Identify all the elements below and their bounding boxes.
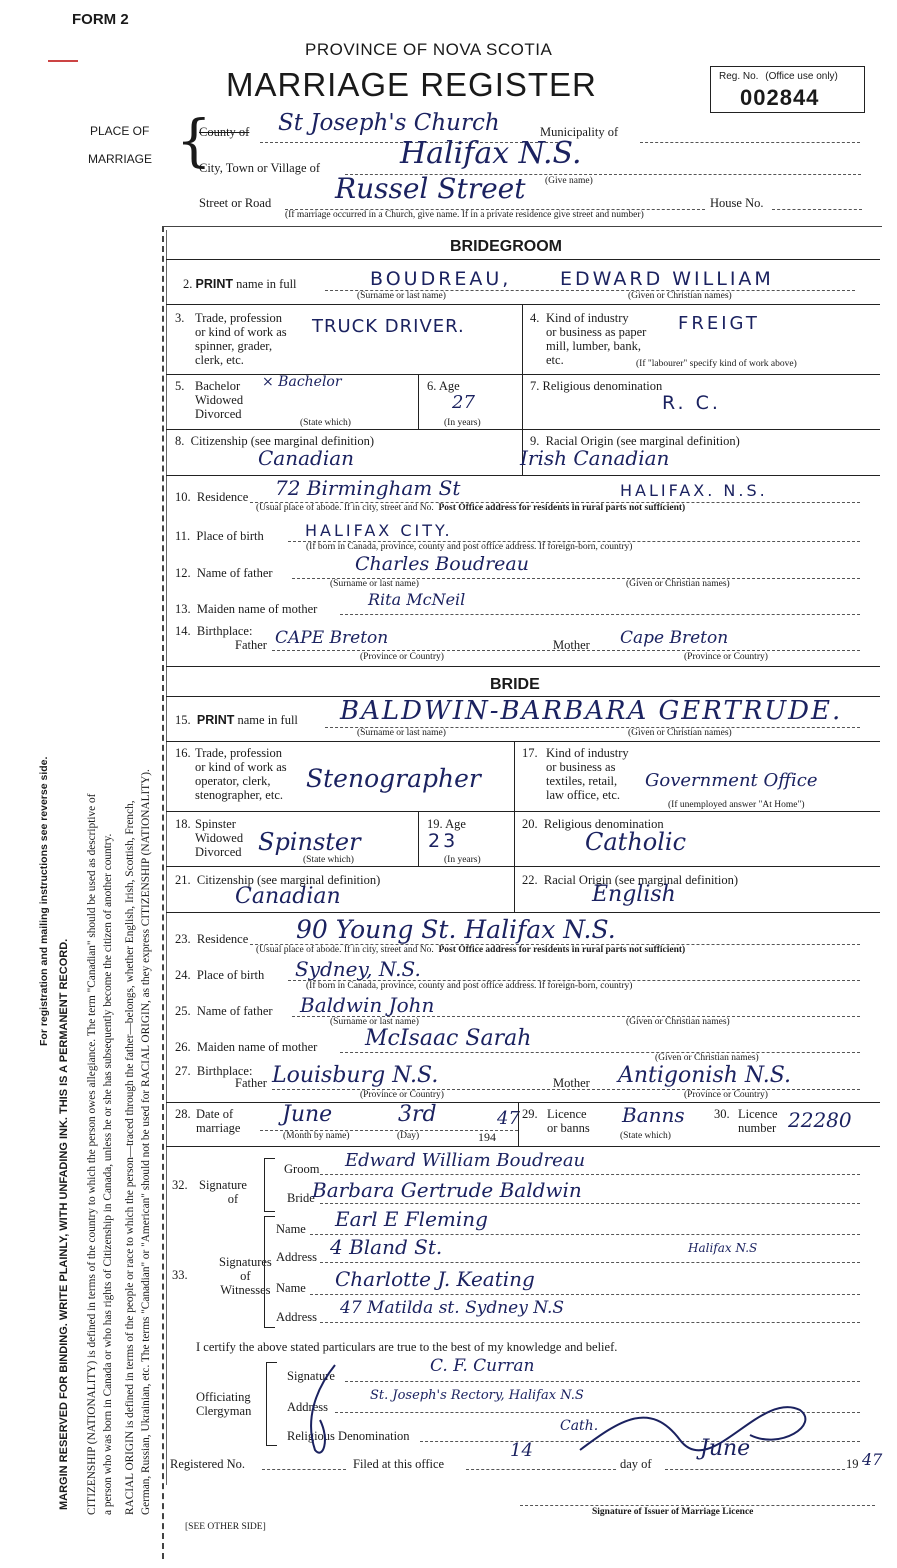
l: spinner, grader, bbox=[195, 339, 273, 353]
labourer-note: (If "labourer" specify kind of work above) bbox=[636, 359, 797, 369]
bride-age: 23 bbox=[428, 830, 459, 852]
field-6-label bbox=[427, 379, 460, 393]
t: Citizenship (see marginal definition) bbox=[196, 873, 381, 887]
t: Birthplace: bbox=[196, 1064, 253, 1078]
bride-father-given-cap: (Given or Christian names) bbox=[626, 1017, 730, 1027]
n: 7. bbox=[530, 379, 540, 393]
l: clerk, etc. bbox=[195, 353, 244, 367]
l: Trade, profession bbox=[195, 746, 283, 760]
n: 24. bbox=[175, 968, 191, 982]
l: Signatures bbox=[219, 1255, 272, 1269]
field-16-num: 16. bbox=[175, 746, 191, 760]
field-28-num: 28. bbox=[175, 1107, 191, 1121]
witness2-name-label: Name bbox=[276, 1281, 306, 1295]
field-28-label bbox=[196, 1107, 240, 1135]
religious-denomination-label: Religious Denomination bbox=[287, 1429, 410, 1443]
field-33-num: 33. bbox=[172, 1268, 188, 1282]
day-of-label: day of bbox=[620, 1457, 652, 1471]
bride-name: BALDWIN-BARBARA GERTRUDE. bbox=[340, 696, 843, 726]
field-5-num: 5. bbox=[175, 379, 185, 393]
street-label: Street or Road bbox=[199, 196, 272, 210]
t: Residence bbox=[196, 490, 249, 504]
groom-surname: BOUDREAU, bbox=[370, 268, 512, 290]
n1: (Usual place of abode. If in city, street and No. bbox=[256, 945, 434, 955]
field-18-num: 18. bbox=[175, 817, 191, 831]
field-3-label bbox=[195, 311, 287, 367]
house-no-label: House No. bbox=[710, 196, 764, 210]
filed-month: June bbox=[700, 1436, 751, 1461]
t: Maiden name of mother bbox=[196, 602, 318, 616]
mother-label: Mother bbox=[553, 638, 590, 652]
bride-mother-given-cap: (Given or Christian names) bbox=[655, 1053, 759, 1063]
marriage-day: 3rd bbox=[398, 1102, 437, 1127]
l: of bbox=[240, 1269, 251, 1283]
field-18-label bbox=[195, 817, 243, 859]
l: Clergyman bbox=[196, 1404, 252, 1418]
clergy-signature-label: Signature bbox=[287, 1369, 335, 1383]
witness1-address: 4 Bland St. bbox=[330, 1235, 443, 1259]
state-which-caption: (State which) bbox=[300, 418, 351, 428]
clergy-address-label: Address bbox=[287, 1400, 328, 1414]
field-5-label bbox=[195, 379, 243, 421]
field-19-label bbox=[427, 817, 466, 831]
t: Place of birth bbox=[196, 529, 264, 543]
place-note: (If marriage occurred in a Church, give name. If in a private residence give street and number) bbox=[285, 210, 644, 220]
bride-status: Spinster bbox=[258, 828, 361, 856]
n: 11. bbox=[175, 529, 191, 543]
reg-number-box bbox=[710, 66, 865, 113]
marriage-year-prefix: 194 bbox=[478, 1130, 496, 1144]
field-32-num: 32. bbox=[172, 1178, 188, 1192]
witness2-address: 47 Matilda st. Sydney N.S bbox=[340, 1298, 565, 1318]
bride-mother-birthplace: Antigonish N.S. bbox=[618, 1063, 792, 1088]
bride-racial-origin: English bbox=[592, 882, 676, 907]
field-10-label bbox=[175, 490, 248, 504]
n: 22. bbox=[522, 873, 538, 887]
bride-religion: Catholic bbox=[585, 828, 687, 856]
l: Kind of industry bbox=[546, 311, 629, 325]
licence-or-banns: Banns bbox=[622, 1103, 685, 1127]
groom-religion: R. C. bbox=[662, 392, 721, 414]
n: 21. bbox=[175, 873, 191, 887]
l: of bbox=[227, 1192, 239, 1206]
father-province-caption: (Province or Country) bbox=[360, 652, 444, 662]
t: Religious denomination bbox=[543, 817, 664, 831]
name-in-full-label: name in full bbox=[233, 277, 297, 291]
bride-birth-note: (If born in Canada, province, county and post office address. If foreign-born, country) bbox=[306, 981, 633, 991]
give-name-caption: (Give name) bbox=[545, 176, 593, 186]
see-other-side: [SEE OTHER SIDE] bbox=[185, 1522, 266, 1532]
city-label: City, Town or Village of bbox=[199, 161, 321, 175]
margin-line-4: a person who was born in Canada or who has rights of Citizenship in Canada, unless he or she has subsequently become the citizen of another country. bbox=[102, 833, 114, 1515]
groom-heading: BRIDEGROOM bbox=[450, 238, 562, 255]
field-25-label bbox=[175, 1004, 273, 1018]
bride-father-province-cap: (Province or Country) bbox=[360, 1090, 444, 1100]
marriage-year: 47 bbox=[497, 1108, 520, 1129]
n: 8. bbox=[175, 434, 185, 448]
field-7-label bbox=[530, 379, 662, 393]
clergy-flourish-mark bbox=[295, 1360, 355, 1460]
issuer-signature-caption: Signature of Issuer of Marriage Licence bbox=[592, 1507, 754, 1517]
l: Witnesses bbox=[220, 1283, 271, 1297]
father-given-caption: (Given or Christian names) bbox=[626, 579, 730, 589]
officiating-clergyman-label bbox=[196, 1390, 251, 1418]
reg-label: Reg. No. bbox=[719, 71, 759, 82]
marriage-month: June bbox=[282, 1102, 333, 1127]
l: law office, etc. bbox=[546, 788, 621, 802]
place-of-label: PLACE OF bbox=[90, 124, 150, 138]
field-15-label bbox=[175, 713, 298, 727]
groom-father: Charles Boudreau bbox=[355, 553, 529, 575]
n: 15. bbox=[175, 713, 191, 727]
l: Bachelor bbox=[195, 379, 241, 393]
groom-mother-birthplace: Cape Breton bbox=[620, 628, 729, 648]
l: Widowed bbox=[195, 831, 244, 845]
l: textiles, retail, bbox=[546, 774, 618, 788]
t: Citizenship (see marginal definition) bbox=[190, 434, 375, 448]
clergy-signature: C. F. Curran bbox=[430, 1356, 535, 1376]
l: Trade, profession bbox=[195, 311, 283, 325]
bride-heading: BRIDE bbox=[490, 676, 540, 693]
l: Licence bbox=[738, 1107, 778, 1121]
filed-year-prefix: 19 bbox=[846, 1457, 859, 1471]
province-heading: PROVINCE OF NOVA SCOTIA bbox=[305, 40, 553, 59]
n: 20. bbox=[522, 817, 538, 831]
field-number: 2. bbox=[183, 277, 193, 291]
groom-age: 27 bbox=[452, 392, 475, 413]
reg-office-use: (Office use only) bbox=[765, 71, 838, 82]
n: 14. bbox=[175, 624, 191, 638]
margin-line-1: For registration and mailing instructions see reverse side. bbox=[38, 756, 50, 1046]
witness1-name: Earl E Fleming bbox=[335, 1207, 488, 1231]
filed-day: 14 bbox=[510, 1440, 533, 1461]
day-caption: (Day) bbox=[397, 1131, 420, 1141]
groom-label: Groom bbox=[284, 1162, 320, 1176]
n: 12. bbox=[175, 566, 191, 580]
t: Age bbox=[438, 379, 460, 393]
l: Licence bbox=[547, 1107, 587, 1121]
witness1-city: Halifax N.S bbox=[688, 1241, 758, 1255]
marriage-label: MARRIAGE bbox=[88, 152, 153, 166]
t: Place of birth bbox=[196, 968, 265, 982]
groom-birthplace: HALIFAX CITY. bbox=[305, 521, 453, 540]
city-value: Halifax N.S. bbox=[400, 136, 582, 171]
bride-citizenship: Canadian bbox=[235, 884, 341, 909]
bride-mother-province-cap: (Province or Country) bbox=[684, 1090, 768, 1100]
field-30-num: 30. bbox=[714, 1107, 730, 1121]
sig-brace-32 bbox=[264, 1158, 275, 1212]
groom-residence: 72 Birmingham St bbox=[275, 476, 461, 500]
bride-trade: Stenographer bbox=[306, 764, 481, 793]
bride-residence: 90 Young St. Halifax N.S. bbox=[296, 915, 616, 944]
sig-brace-33 bbox=[264, 1216, 275, 1328]
bride-given-caption: (Given or Christian names) bbox=[628, 728, 732, 738]
field-32-label bbox=[199, 1178, 247, 1206]
street-value: Russel Street bbox=[335, 172, 526, 205]
field-2-label bbox=[183, 277, 297, 291]
mother-province-caption: (Province or Country) bbox=[684, 652, 768, 662]
witness2-name: Charlotte J. Keating bbox=[335, 1267, 535, 1291]
witness2-address-label: Address bbox=[276, 1310, 317, 1324]
father-surname-caption: (Surname or last name) bbox=[330, 579, 419, 589]
l: stenographer, etc. bbox=[195, 788, 284, 802]
margin-line-6: German, Russian, Ukrainian, etc. The terms "Canadian" or "American" should not be used for RACIAL ORIGIN, as they express CITIZENSHIP (NATIONALITY). bbox=[140, 769, 152, 1515]
t: Maiden name of mother bbox=[196, 1040, 318, 1054]
n: 27. bbox=[175, 1064, 191, 1078]
field-29-label bbox=[547, 1107, 590, 1135]
margin-line-3: CITIZENSHIP (NATIONALITY) is defined in terms of the country to which the person owes allegiance. The term "Canadian" should be used as descriptive of bbox=[86, 793, 98, 1515]
l: Officiating bbox=[196, 1390, 251, 1404]
l: mill, lumber, bank, bbox=[546, 339, 641, 353]
field-30-label bbox=[738, 1107, 778, 1135]
t: name in full bbox=[234, 713, 298, 727]
field-11-label bbox=[175, 529, 264, 543]
l: or banns bbox=[547, 1121, 590, 1135]
bride-father-label: Father bbox=[235, 1076, 267, 1090]
groom-father-birthplace: CAPE Breton bbox=[275, 628, 389, 648]
brace: { bbox=[176, 109, 212, 174]
n2: Post Office address for residents in rural parts not sufficient) bbox=[438, 945, 686, 955]
state-which-licence-cap: (State which) bbox=[620, 1131, 671, 1141]
l: Divorced bbox=[195, 845, 242, 859]
bride-father-surname-cap: (Surname or last name) bbox=[330, 1017, 419, 1027]
bride-mother-label: Mother bbox=[553, 1076, 590, 1090]
bride-signature: Barbara Gertrude Baldwin bbox=[312, 1178, 582, 1202]
surname-caption: (Surname or last name) bbox=[357, 291, 446, 301]
l: etc. bbox=[546, 353, 564, 367]
clergy-denomination: Cath. bbox=[560, 1418, 599, 1434]
t: Name of father bbox=[196, 1004, 273, 1018]
l: Signature bbox=[199, 1178, 247, 1192]
field-26-label bbox=[175, 1040, 317, 1054]
l: marriage bbox=[196, 1121, 241, 1135]
unemployed-note: (If unemployed answer "At Home") bbox=[668, 800, 805, 810]
l: number bbox=[738, 1121, 777, 1135]
reg-number: 002844 bbox=[740, 85, 820, 110]
certify-statement: I certify the above stated particulars are true to the best of my knowledge and belief. bbox=[196, 1340, 618, 1354]
field-23-label bbox=[175, 932, 248, 946]
father-label: Father bbox=[235, 638, 267, 652]
n: 23. bbox=[175, 932, 191, 946]
t: Racial Origin (see marginal definition) bbox=[545, 434, 740, 448]
municipality-label: Municipality of bbox=[540, 125, 619, 139]
form-number: FORM 2 bbox=[72, 11, 129, 28]
l: or kind of work as bbox=[195, 760, 287, 774]
margin-line-5: RACIAL ORIGIN is defined in terms of the people or race to which the person—traced through the father—belongs, whether English, Irish, Scottish, French, bbox=[124, 800, 136, 1515]
t: Birthplace: bbox=[196, 624, 253, 638]
licence-number: 22280 bbox=[788, 1108, 852, 1132]
l: Widowed bbox=[195, 393, 244, 407]
given-caption: (Given or Christian names) bbox=[628, 291, 732, 301]
n2: Post Office address for residents in rural parts not sufficient) bbox=[438, 503, 686, 513]
t: Residence bbox=[196, 932, 249, 946]
groom-mother: Rita McNeil bbox=[368, 590, 466, 609]
l: or business as paper bbox=[546, 325, 647, 339]
groom-status: × Bachelor bbox=[262, 374, 342, 390]
field-13-label bbox=[175, 602, 317, 616]
n: 26. bbox=[175, 1040, 191, 1054]
groom-signature: Edward William Boudreau bbox=[345, 1150, 586, 1171]
t: Name of father bbox=[196, 566, 273, 580]
groom-trade: TRUCK DRIVER. bbox=[312, 316, 465, 337]
l: Spinster bbox=[195, 817, 236, 831]
groom-citizenship: Canadian bbox=[258, 446, 355, 470]
field-12-label bbox=[175, 566, 273, 580]
n: 6. bbox=[427, 379, 437, 393]
field-4-label bbox=[546, 311, 646, 367]
field-17-label bbox=[546, 746, 629, 802]
n: 10. bbox=[175, 490, 191, 504]
field-17-num: 17. bbox=[522, 746, 538, 760]
filed-label: Filed at this office bbox=[353, 1457, 445, 1471]
bride-surname-caption: (Surname or last name) bbox=[357, 728, 446, 738]
ink-mark bbox=[48, 60, 78, 62]
county-value: St Joseph's Church bbox=[278, 110, 500, 136]
birth-note: (If born in Canada, province, county and post office address. If foreign-born, country) bbox=[306, 542, 633, 552]
field-24-label bbox=[175, 968, 264, 982]
t: Age bbox=[445, 817, 466, 831]
groom-industry: FREIGT bbox=[678, 313, 760, 334]
clergy-brace bbox=[266, 1362, 277, 1446]
form-title: MARRIAGE REGISTER bbox=[226, 66, 597, 103]
in-years-caption: (In years) bbox=[444, 418, 481, 428]
l: operator, clerk, bbox=[195, 774, 271, 788]
month-caption: (Month by name) bbox=[283, 1131, 350, 1141]
margin-line-2: MARGIN RESERVED FOR BINDING. WRITE PLAINLY, WITH UNFADING INK. THIS IS A PERMANENT RECORD. bbox=[58, 938, 70, 1510]
l: Kind of industry bbox=[546, 746, 629, 760]
n: 13. bbox=[175, 602, 191, 616]
l: or kind of work as bbox=[195, 325, 287, 339]
county-label: County of bbox=[199, 125, 250, 139]
bride-state-which: (State which) bbox=[303, 855, 354, 865]
filed-year: 47 bbox=[862, 1450, 883, 1469]
n: 25. bbox=[175, 1004, 191, 1018]
witness1-name-label: Name bbox=[276, 1222, 306, 1236]
p: PRINT bbox=[196, 713, 235, 727]
print-label: PRINT bbox=[195, 277, 233, 291]
bride-in-years: (In years) bbox=[444, 855, 481, 865]
bride-label: Bride bbox=[287, 1191, 315, 1205]
witness1-address-label: Address bbox=[276, 1250, 317, 1264]
field-16-label bbox=[195, 746, 287, 802]
bride-mother: McIsaac Sarah bbox=[365, 1026, 532, 1051]
field-14-label bbox=[175, 624, 252, 638]
groom-racial-origin: Irish Canadian bbox=[520, 446, 670, 470]
l: or business as bbox=[546, 760, 616, 774]
field-3-num: 3. bbox=[175, 311, 185, 325]
residence-note bbox=[256, 503, 685, 513]
bride-birthplace: Sydney, N.S. bbox=[295, 957, 421, 981]
l: Date of bbox=[196, 1107, 234, 1121]
groom-residence-city: HALIFAX. N.S. bbox=[620, 481, 768, 500]
registered-no-label: Registered No. bbox=[170, 1457, 245, 1471]
t: Religious denomination bbox=[542, 379, 663, 393]
bride-father-birthplace: Louisburg N.S. bbox=[272, 1063, 439, 1088]
groom-given-names: EDWARD WILLIAM bbox=[560, 268, 774, 290]
field-29-num: 29. bbox=[522, 1107, 538, 1121]
n: 19. bbox=[427, 817, 443, 831]
n1: (Usual place of abode. If in city, street and No. bbox=[256, 503, 434, 513]
field-4-num: 4. bbox=[530, 311, 540, 325]
n: 9. bbox=[530, 434, 540, 448]
bride-residence-note bbox=[256, 945, 685, 955]
l: Divorced bbox=[195, 407, 242, 421]
bride-industry: Government Office bbox=[645, 770, 818, 791]
bride-father: Baldwin John bbox=[300, 993, 435, 1017]
clergy-address: St. Joseph's Rectory, Halifax N.S bbox=[370, 1388, 584, 1403]
t: Racial Origin (see marginal definition) bbox=[543, 873, 739, 887]
